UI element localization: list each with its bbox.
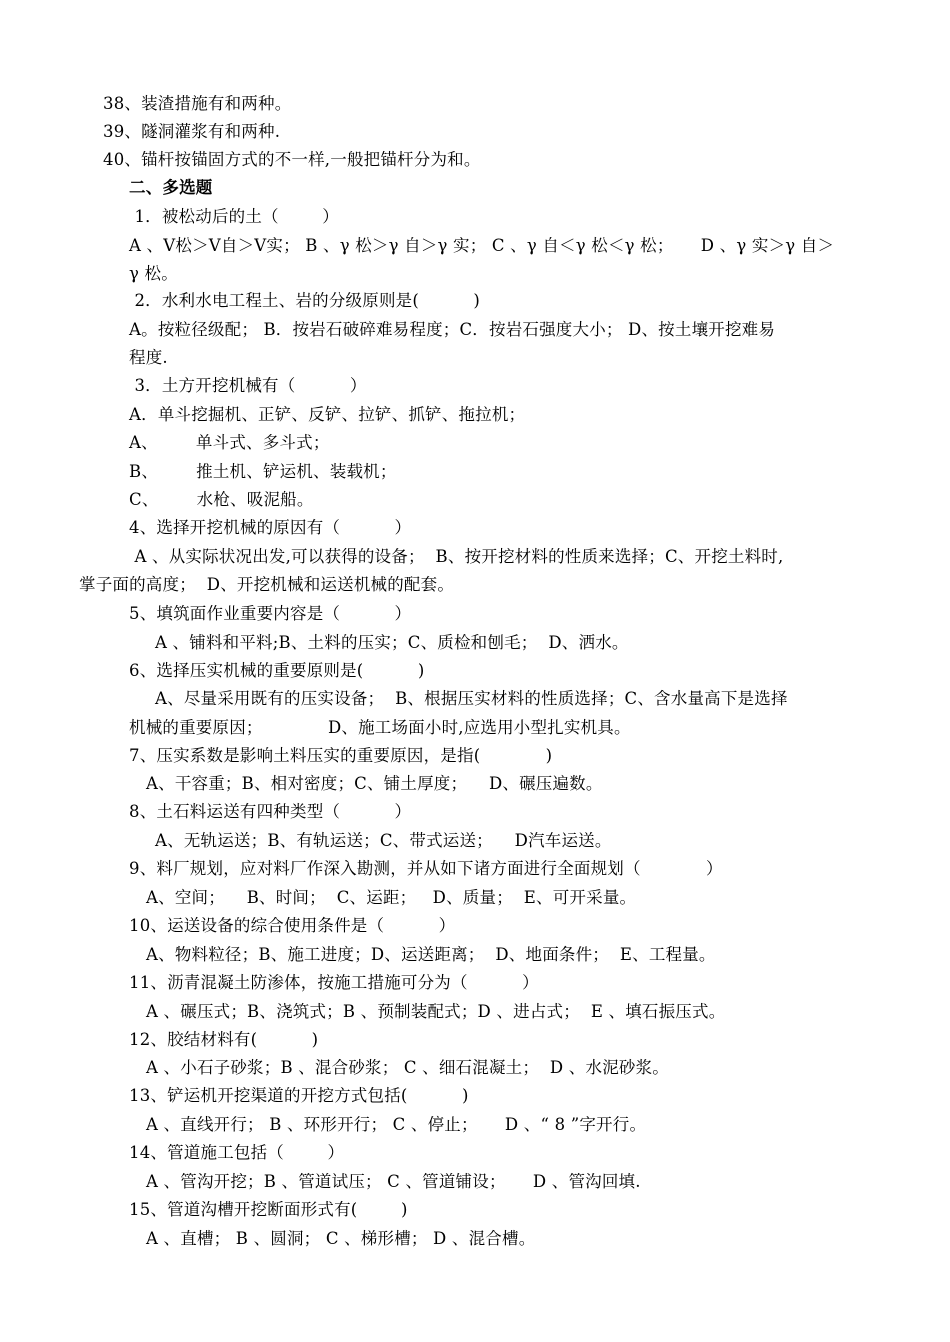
question-options: 程度. [129, 348, 168, 367]
question-options: A、无轨运送；B、有轨运送；C、带式运送； D汽车运送。 [155, 831, 612, 850]
question-options: A 、小石子砂浆；B 、混合砂浆； C 、细石混凝土； D 、水泥砂浆。 [146, 1058, 670, 1077]
question-options: A、干容重；B、相对密度；C、铺土厚度； D、碾压遍数。 [146, 774, 603, 793]
question-options: A、尽量采用既有的压实设备； B、根据压实材料的性质选择；C、含水量高下是选择 [155, 689, 788, 708]
question-options: A 、铺料和平料;B、土料的压实；C、质检和刨毛； D、洒水。 [155, 633, 629, 652]
question-options: A 、管沟开挖；B 、管道试压； C 、管道铺设； D 、管沟回填. [146, 1172, 641, 1191]
question-stem: 1．被松动后的土（ ） [129, 207, 340, 226]
question-stem: 3．土方开挖机械有（ ） [129, 376, 367, 395]
question-options: A、物料粒径；B、施工进度；D、运送距离； D、地面条件； E、工程量。 [146, 945, 716, 964]
question-stem: 2．水利水电工程土、岩的分级原则是( ) [129, 291, 481, 310]
question-stem: 10、运送设备的综合使用条件是（ ） [129, 916, 456, 935]
fill-in-question-39: 39、隧洞灌浆有和两种. [103, 122, 281, 141]
fill-in-question-38: 38、装渣措施有和两种。 [103, 94, 292, 113]
question-options: A 、V松＞V自＞V实； B 、γ 松＞γ 自＞γ 实； C 、γ 自＜γ 松＜γ 松； D 、γ 实＞γ 自＞ [129, 236, 835, 255]
question-options: A．单斗挖掘机、正铲、反铲、拉铲、抓铲、拖拉机； [129, 405, 526, 424]
question-options: γ 松。 [129, 264, 178, 283]
question-options: 机械的重要原因； D、施工场面小时,应选用小型扎实机具。 [129, 718, 631, 737]
fill-in-question-40: 40、锚杆按锚固方式的不一样,一般把锚杆分为和。 [103, 150, 481, 169]
question-options: 掌子面的高度； D、开挖机械和运送机械的配套。 [79, 575, 455, 594]
question-stem: 11、沥青混凝土防渗体，按施工措施可分为（ ） [129, 973, 539, 992]
question-options: A 、直线开行； B 、环形开行； C 、停止； D 、“ 8 ”字开行。 [146, 1115, 647, 1134]
question-stem: 15、管道沟槽开挖断面形式有( ) [129, 1200, 408, 1219]
question-stem: 9、料厂规划，应对料厂作深入勘测，并从如下诸方面进行全面规划（ ） [129, 859, 723, 878]
question-stem: 5、填筑面作业重要内容是（ ） [129, 604, 412, 623]
question-stem: 4、选择开挖机械的原因有（ ） [129, 518, 412, 537]
section-heading: 二、多选题 [129, 178, 213, 197]
question-options: A 、直槽； B 、圆洞； C 、梯形槽； D 、混合槽。 [146, 1229, 536, 1248]
question-options: C、 水枪、吸泥船。 [129, 490, 314, 509]
question-options: A 、碾压式；B、浇筑式；B 、预制装配式；D 、进占式； E 、填石振压式。 [146, 1002, 726, 1021]
question-stem: 6、选择压实机械的重要原则是( ) [129, 661, 425, 680]
question-stem: 13、铲运机开挖渠道的开挖方式包括( ) [129, 1086, 469, 1105]
question-stem: 12、胶结材料有( ) [129, 1030, 319, 1049]
question-stem: 14、管道施工包括（ ） [129, 1143, 345, 1162]
question-options: B、 推土机、铲运机、装载机； [129, 462, 397, 481]
question-stem: 8、土石料运送有四种类型（ ） [129, 802, 412, 821]
question-options: A。按粒径级配； B．按岩石破碎难易程度；C．按岩石强度大小； D、按土壤开挖难易 [129, 320, 776, 339]
question-options: A 、从实际状况出发,可以获得的设备； B、按开挖材料的性质来选择；C、开挖土料时, [129, 547, 784, 566]
question-options: A、空间； B、时间； C、运距； D、质量； E、可开采量。 [146, 888, 637, 907]
question-options: A、 单斗式、多斗式； [129, 433, 330, 452]
question-stem: 7、压实系数是影响土料压实的重要原因，是指( ) [129, 746, 553, 765]
